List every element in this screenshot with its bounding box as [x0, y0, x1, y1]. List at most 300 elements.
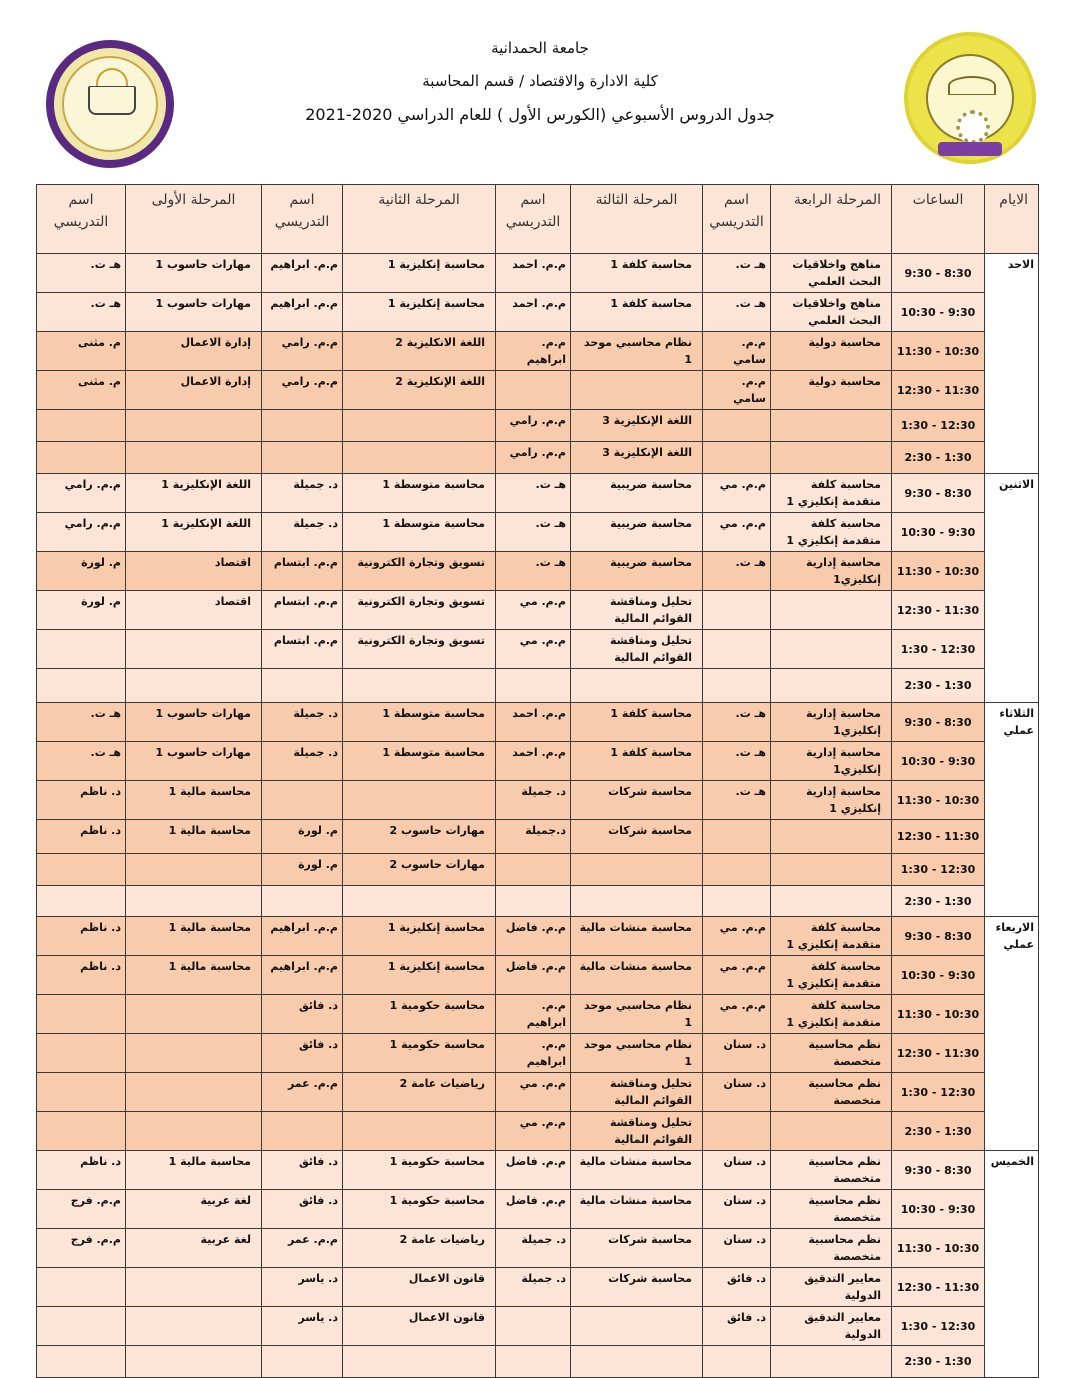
stage4-teacher	[703, 410, 771, 442]
time-cell: 10:30 - 11:30	[892, 995, 985, 1034]
table-row	[37, 410, 1039, 442]
time-cell: 8:30 - 9:30	[892, 917, 985, 956]
stage3-teacher: هـ ت.	[496, 474, 571, 513]
stage3-subject: محاسبة ضريبية	[571, 552, 703, 591]
stage2-subject	[343, 410, 496, 442]
col-header-days: الايام	[985, 185, 1039, 254]
stage3-teacher: م.م. مي	[496, 630, 571, 669]
stage4-teacher: م.م. مي	[703, 956, 771, 995]
stage3-subject: تحليل ومناقشة القوائم المالية	[571, 630, 703, 669]
stage1-teacher: هـ ت.	[37, 254, 126, 293]
stage4-subject: محاسبة إدارية إنكليزي 1	[771, 781, 892, 820]
time-cell: 11:30 - 12:30	[892, 1268, 985, 1307]
stage3-teacher	[496, 371, 571, 410]
stage3-teacher: م.م. احمد	[496, 293, 571, 332]
stage1-teacher: هـ ت.	[37, 703, 126, 742]
stage3-subject: تحليل ومناقشة القوائم المالية	[571, 1112, 703, 1151]
stage2-teacher	[262, 886, 343, 917]
stage1-teacher: هـ ت.	[37, 293, 126, 332]
table-row	[37, 630, 1039, 669]
col-header-times: الساعات	[892, 185, 985, 254]
stage3-teacher	[496, 669, 571, 703]
stage3-subject: اللغة الإنكليزية 3	[571, 442, 703, 474]
stage1-teacher: هـ ت.	[37, 742, 126, 781]
stage1-subject: محاسبة مالية 1	[126, 781, 262, 820]
university-logo	[904, 32, 1036, 164]
university-logo-banner	[938, 142, 1002, 156]
stage4-teacher: د. سنان	[703, 1073, 771, 1112]
stage2-teacher: د. ياسر	[262, 1307, 343, 1346]
stage2-teacher: م.م. عمر	[262, 1073, 343, 1112]
col-header-stage3: المرحلة الثالثة	[571, 185, 703, 254]
stage2-teacher: م.م. ابتسام	[262, 630, 343, 669]
stage2-subject: محاسبة متوسطة 1	[343, 703, 496, 742]
table-row	[37, 442, 1039, 474]
stage4-teacher	[703, 591, 771, 630]
stage3-subject: محاسبة كلفة 1	[571, 742, 703, 781]
stage4-subject: محاسبة إدارية إنكليزي1	[771, 552, 892, 591]
stage2-subject: محاسبة متوسطة 1	[343, 513, 496, 552]
stage2-teacher	[262, 410, 343, 442]
stage4-teacher	[703, 1346, 771, 1378]
stage1-teacher	[37, 669, 126, 703]
stage4-teacher	[703, 820, 771, 854]
stage4-teacher: م.م. مي	[703, 917, 771, 956]
stage3-subject: محاسبة شركات	[571, 781, 703, 820]
stage2-teacher: د. جميلة	[262, 742, 343, 781]
stage4-teacher: م.م. مي	[703, 995, 771, 1034]
stage4-subject	[771, 669, 892, 703]
stage3-teacher: م.م. فاضل	[496, 956, 571, 995]
stage4-teacher	[703, 1112, 771, 1151]
time-cell: 1:30 - 2:30	[892, 669, 985, 703]
stage3-teacher: م.م. احمد	[496, 254, 571, 293]
table-row	[37, 669, 1039, 703]
table-row	[37, 332, 1039, 371]
stage4-teacher	[703, 442, 771, 474]
stage2-teacher: د. جميلة	[262, 513, 343, 552]
stage3-teacher: هـ ت.	[496, 513, 571, 552]
stage3-teacher	[496, 886, 571, 917]
stage3-subject: نظام محاسبي موحد 1	[571, 995, 703, 1034]
stage3-subject: محاسبة منشات مالية	[571, 956, 703, 995]
stage4-teacher: م.م. سامي	[703, 371, 771, 410]
stage2-subject: محاسبة إنكليزية 1	[343, 254, 496, 293]
stage3-subject: نظام محاسبي موحد 1	[571, 332, 703, 371]
stage4-teacher: د. سنان	[703, 1229, 771, 1268]
table-row	[37, 956, 1039, 995]
stage3-teacher: م.م. رامي	[496, 442, 571, 474]
stage2-subject: محاسبة حكومية 1	[343, 1034, 496, 1073]
table-row	[37, 513, 1039, 552]
stage3-teacher: م.م. رامي	[496, 410, 571, 442]
col-header-teacher4: اسم التدريسي	[703, 185, 771, 254]
stage2-teacher	[262, 1346, 343, 1378]
stage1-subject	[126, 1073, 262, 1112]
stage1-teacher	[37, 854, 126, 886]
stage2-subject: رياضيات عامة 2	[343, 1073, 496, 1112]
stage1-teacher	[37, 1268, 126, 1307]
stage1-subject	[126, 669, 262, 703]
stage2-teacher	[262, 669, 343, 703]
stage2-subject	[343, 781, 496, 820]
stage3-teacher	[496, 1346, 571, 1378]
stage2-teacher: م. لورة	[262, 854, 343, 886]
stage3-subject: محاسبة كلفة 1	[571, 703, 703, 742]
time-cell: 10:30 - 11:30	[892, 781, 985, 820]
table-row	[37, 1112, 1039, 1151]
stage3-subject: محاسبة منشات مالية	[571, 1151, 703, 1190]
stage3-subject: تحليل ومناقشة القوائم المالية	[571, 1073, 703, 1112]
stage4-subject	[771, 820, 892, 854]
stage1-subject: لغة عربية	[126, 1229, 262, 1268]
stage4-teacher: د. سنان	[703, 1034, 771, 1073]
stage3-subject: محاسبة ضريبية	[571, 474, 703, 513]
stage4-subject: محاسبة إدارية إنكليزي1	[771, 703, 892, 742]
table-row	[37, 886, 1039, 917]
stage3-subject: محاسبة شركات	[571, 1229, 703, 1268]
stage1-subject: مهارات حاسوب 1	[126, 703, 262, 742]
stage3-subject	[571, 854, 703, 886]
time-cell: 9:30 - 10:30	[892, 293, 985, 332]
table-row	[37, 703, 1039, 742]
stage2-teacher: م.م. عمر	[262, 1229, 343, 1268]
stage3-teacher	[496, 1307, 571, 1346]
stage4-subject: نظم محاسبية متخصصة	[771, 1073, 892, 1112]
stage2-subject	[343, 1112, 496, 1151]
stage1-subject	[126, 442, 262, 474]
schedule-table	[36, 184, 1039, 1378]
stage4-subject: محاسبة كلفة متقدمة إنكليزي 1	[771, 917, 892, 956]
time-cell: 12:30 - 1:30	[892, 1307, 985, 1346]
stage4-subject	[771, 1112, 892, 1151]
stage1-teacher: م.م. فرج	[37, 1190, 126, 1229]
table-row	[37, 917, 1039, 956]
stage1-teacher	[37, 1073, 126, 1112]
col-header-teacher1: اسم التدريسي	[37, 185, 126, 254]
time-cell: 1:30 - 2:30	[892, 1112, 985, 1151]
college-logo	[46, 40, 174, 168]
stage4-subject: محاسبة كلفة متقدمة إنكليزي 1	[771, 513, 892, 552]
stage1-subject: اقتصاد	[126, 552, 262, 591]
stage3-subject: تحليل ومناقشة القوائم المالية	[571, 591, 703, 630]
stage3-teacher	[496, 854, 571, 886]
time-cell: 9:30 - 10:30	[892, 956, 985, 995]
stage4-subject: محاسبة إدارية إنكليزي1	[771, 742, 892, 781]
stage3-subject: اللغة الإنكليزية 3	[571, 410, 703, 442]
stage2-subject	[343, 886, 496, 917]
stage3-subject: محاسبة ضريبية	[571, 513, 703, 552]
stage2-teacher: م.م. ابراهيم	[262, 956, 343, 995]
stage1-subject: محاسبة مالية 1	[126, 820, 262, 854]
stage2-subject	[343, 1346, 496, 1378]
stage2-teacher: م.م. ابتسام	[262, 552, 343, 591]
stage1-teacher	[37, 410, 126, 442]
stage1-subject: محاسبة مالية 1	[126, 956, 262, 995]
stage1-teacher	[37, 1112, 126, 1151]
col-header-teacher2: اسم التدريسي	[262, 185, 343, 254]
stage1-teacher	[37, 1307, 126, 1346]
stage3-teacher: م.م. ابراهيم	[496, 995, 571, 1034]
stage2-teacher: د. فائق	[262, 995, 343, 1034]
stage2-subject: اللغة الانكليزية 2	[343, 332, 496, 371]
stage2-subject: محاسبة إنكليزية 1	[343, 917, 496, 956]
stage2-subject	[343, 669, 496, 703]
stage4-teacher	[703, 854, 771, 886]
stage3-teacher: د.جميلة	[496, 820, 571, 854]
stage4-subject: معايير التدقيق الدولية	[771, 1307, 892, 1346]
stage1-subject: مهارات حاسوب 1	[126, 742, 262, 781]
table-row	[37, 820, 1039, 854]
time-cell: 12:30 - 1:30	[892, 410, 985, 442]
stage2-subject: محاسبة حكومية 1	[343, 1151, 496, 1190]
stage4-teacher: د. فائق	[703, 1307, 771, 1346]
stage3-teacher: م.م. فاضل	[496, 917, 571, 956]
table-row	[37, 1034, 1039, 1073]
time-cell: 11:30 - 12:30	[892, 371, 985, 410]
time-cell: 10:30 - 11:30	[892, 1229, 985, 1268]
college-name: كلية الادارة والاقتصاد / قسم المحاسبة	[422, 72, 658, 90]
stage2-teacher: د. جميلة	[262, 703, 343, 742]
stage2-subject: مهارات حاسوب 2	[343, 854, 496, 886]
stage4-subject	[771, 410, 892, 442]
day-monday: الاثنين	[985, 474, 1039, 703]
time-cell: 8:30 - 9:30	[892, 254, 985, 293]
stage1-teacher: د. ناظم	[37, 781, 126, 820]
stage2-subject: قانون الاعمال	[343, 1307, 496, 1346]
stage3-teacher: م.م. احمد	[496, 742, 571, 781]
table-row	[37, 254, 1039, 293]
stage1-subject	[126, 1307, 262, 1346]
stage3-subject: محاسبة منشات مالية	[571, 1190, 703, 1229]
time-cell: 8:30 - 9:30	[892, 1151, 985, 1190]
stage1-subject: إدارة الاعمال	[126, 332, 262, 371]
stage1-teacher: م.م. رامي	[37, 513, 126, 552]
stage2-teacher	[262, 781, 343, 820]
stage3-subject	[571, 1307, 703, 1346]
stage1-teacher: د. ناظم	[37, 820, 126, 854]
stage2-teacher: م.م. ابتسام	[262, 591, 343, 630]
stage1-subject: محاسبة مالية 1	[126, 1151, 262, 1190]
stage1-subject	[126, 854, 262, 886]
stage1-teacher	[37, 1034, 126, 1073]
day-wednesday: الاربعاء عملي	[985, 917, 1039, 1151]
stage3-teacher: د. جميلة	[496, 781, 571, 820]
stage2-teacher: م.م. ابراهيم	[262, 254, 343, 293]
stage1-teacher: د. ناظم	[37, 917, 126, 956]
time-cell: 12:30 - 1:30	[892, 630, 985, 669]
stage4-subject: نظم محاسبية متخصصة	[771, 1229, 892, 1268]
stage1-teacher: م. لورة	[37, 552, 126, 591]
stage2-teacher: م.م. رامي	[262, 371, 343, 410]
stage3-subject: نظام محاسبي موحد 1	[571, 1034, 703, 1073]
book-icon	[88, 86, 136, 115]
stage4-subject: محاسبة دولية	[771, 371, 892, 410]
stage4-subject: نظم محاسبية متخصصة	[771, 1151, 892, 1190]
stage4-teacher: م.م. مي	[703, 513, 771, 552]
stage2-subject: اللغة الإنكليزية 2	[343, 371, 496, 410]
stage3-teacher: هـ ت.	[496, 552, 571, 591]
stage4-teacher: م.م. سامي	[703, 332, 771, 371]
stage3-subject	[571, 1346, 703, 1378]
stage4-subject: مناهج واخلاقيات البحث العلمي	[771, 254, 892, 293]
stage1-subject: لغة عربية	[126, 1190, 262, 1229]
document-titles	[240, 38, 840, 137]
stage3-subject: محاسبة منشات مالية	[571, 917, 703, 956]
stage1-subject	[126, 886, 262, 917]
table-row	[37, 1229, 1039, 1268]
table-row	[37, 995, 1039, 1034]
time-cell: 11:30 - 12:30	[892, 591, 985, 630]
stage3-subject: محاسبة كلفة 1	[571, 293, 703, 332]
stage2-teacher: د. فائق	[262, 1151, 343, 1190]
table-row	[37, 1190, 1039, 1229]
stage3-subject	[571, 371, 703, 410]
stage1-teacher: م. مثنى	[37, 371, 126, 410]
stage1-subject	[126, 1034, 262, 1073]
stage4-subject: نظم محاسبية متخصصة	[771, 1034, 892, 1073]
stage2-teacher: م.م. رامي	[262, 332, 343, 371]
stage3-subject: محاسبة شركات	[571, 1268, 703, 1307]
table-row	[37, 1073, 1039, 1112]
stage2-subject: مهارات حاسوب 2	[343, 820, 496, 854]
stage3-teacher: م.م. احمد	[496, 703, 571, 742]
stage4-teacher: هـ ت.	[703, 781, 771, 820]
stage2-subject: قانون الاعمال	[343, 1268, 496, 1307]
time-cell: 9:30 - 10:30	[892, 513, 985, 552]
stage3-teacher: م.م. فاضل	[496, 1151, 571, 1190]
stage4-subject	[771, 1346, 892, 1378]
stage2-teacher: م.م. ابراهيم	[262, 917, 343, 956]
stage2-subject: تسويق وتجارة الكترونية	[343, 552, 496, 591]
stage4-subject	[771, 442, 892, 474]
stage2-teacher: م.م. ابراهيم	[262, 293, 343, 332]
stage4-subject	[771, 854, 892, 886]
stage3-subject: محاسبة شركات	[571, 820, 703, 854]
time-cell: 9:30 - 10:30	[892, 1190, 985, 1229]
time-cell: 11:30 - 12:30	[892, 820, 985, 854]
stage2-subject: محاسبة متوسطة 1	[343, 474, 496, 513]
stage4-subject	[771, 630, 892, 669]
stage2-teacher: د. فائق	[262, 1190, 343, 1229]
col-header-stage1: المرحلة الأولى	[126, 185, 262, 254]
stage1-teacher: م.م. رامي	[37, 474, 126, 513]
time-cell: 11:30 - 12:30	[892, 1034, 985, 1073]
col-header-stage4: المرحلة الرابعة	[771, 185, 892, 254]
stage2-subject: محاسبة متوسطة 1	[343, 742, 496, 781]
plate-icon	[948, 76, 996, 95]
stage4-teacher: هـ ت.	[703, 254, 771, 293]
table-row	[37, 474, 1039, 513]
stage1-teacher	[37, 1346, 126, 1378]
stage2-teacher: د. جميلة	[262, 474, 343, 513]
day-sunday: الاحد	[985, 254, 1039, 474]
time-cell: 8:30 - 9:30	[892, 703, 985, 742]
stage4-teacher: م.م. مي	[703, 474, 771, 513]
stage1-subject	[126, 630, 262, 669]
stage2-subject: تسويق وتجارة الكترونية	[343, 591, 496, 630]
stage3-teacher: م.م. ابراهيم	[496, 332, 571, 371]
stage3-teacher: د. جميلة	[496, 1229, 571, 1268]
stage1-teacher: د. ناظم	[37, 956, 126, 995]
table-row	[37, 552, 1039, 591]
stage1-subject: محاسبة مالية 1	[126, 917, 262, 956]
day-tuesday: الثلاثاء عملي	[985, 703, 1039, 917]
stage2-teacher: د. ياسر	[262, 1268, 343, 1307]
stage4-teacher	[703, 630, 771, 669]
table-row	[37, 293, 1039, 332]
col-header-stage2: المرحلة الثانية	[343, 185, 496, 254]
stage2-subject: محاسبة إنكليزية 1	[343, 956, 496, 995]
stage2-teacher: د. فائق	[262, 1034, 343, 1073]
stage1-subject: مهارات حاسوب 1	[126, 254, 262, 293]
stage3-subject	[571, 669, 703, 703]
stage1-subject: اقتصاد	[126, 591, 262, 630]
stage1-subject	[126, 995, 262, 1034]
table-row	[37, 1307, 1039, 1346]
stage4-teacher: د. سنان	[703, 1190, 771, 1229]
stage4-teacher: هـ ت.	[703, 703, 771, 742]
stage1-teacher: د. ناظم	[37, 1151, 126, 1190]
stage4-teacher: هـ ت.	[703, 552, 771, 591]
stage4-subject: محاسبة كلفة متقدمة إنكليزي 1	[771, 474, 892, 513]
col-header-teacher3: اسم التدريسي	[496, 185, 571, 254]
stage4-subject: محاسبة دولية	[771, 332, 892, 371]
stage4-subject	[771, 886, 892, 917]
stage4-subject: محاسبة كلفة متقدمة إنكليزي 1	[771, 995, 892, 1034]
flower-icon	[956, 110, 990, 144]
stage2-teacher	[262, 1112, 343, 1151]
time-cell: 10:30 - 11:30	[892, 552, 985, 591]
time-cell: 12:30 - 1:30	[892, 854, 985, 886]
stage2-subject: رياضيات عامة 2	[343, 1229, 496, 1268]
stage2-subject	[343, 442, 496, 474]
table-row	[37, 1151, 1039, 1190]
stage4-subject: معايير التدقيق الدولية	[771, 1268, 892, 1307]
stage4-teacher: هـ ت.	[703, 742, 771, 781]
stage4-subject	[771, 591, 892, 630]
time-cell: 10:30 - 11:30	[892, 332, 985, 371]
day-thursday: الخميس	[985, 1151, 1039, 1378]
university-name: جامعة الحمدانية	[491, 39, 589, 57]
table-row	[37, 1268, 1039, 1307]
stage3-teacher: م.م. فاضل	[496, 1190, 571, 1229]
stage1-subject: إدارة الاعمال	[126, 371, 262, 410]
stage2-teacher: م. لورة	[262, 820, 343, 854]
stage3-teacher: م.م. مي	[496, 591, 571, 630]
table-row	[37, 781, 1039, 820]
stage1-teacher: م. لورة	[37, 591, 126, 630]
stage1-teacher	[37, 630, 126, 669]
page-header	[0, 0, 1080, 180]
stage2-teacher	[262, 442, 343, 474]
stage1-subject: مهارات حاسوب 1	[126, 293, 262, 332]
stage4-subject: نظم محاسبية متخصصة	[771, 1190, 892, 1229]
stage4-teacher: هـ ت.	[703, 293, 771, 332]
time-cell: 1:30 - 2:30	[892, 886, 985, 917]
stage1-teacher	[37, 442, 126, 474]
stage2-subject: تسويق وتجارة الكترونية	[343, 630, 496, 669]
table-row	[37, 371, 1039, 410]
header-row	[37, 185, 1039, 254]
stage1-subject	[126, 1268, 262, 1307]
time-cell: 8:30 - 9:30	[892, 474, 985, 513]
stage1-subject	[126, 1346, 262, 1378]
stage3-teacher: د. جميلة	[496, 1268, 571, 1307]
stage1-teacher: م. مثنى	[37, 332, 126, 371]
stage3-teacher: م.م. مي	[496, 1073, 571, 1112]
stage4-teacher: د. فائق	[703, 1268, 771, 1307]
